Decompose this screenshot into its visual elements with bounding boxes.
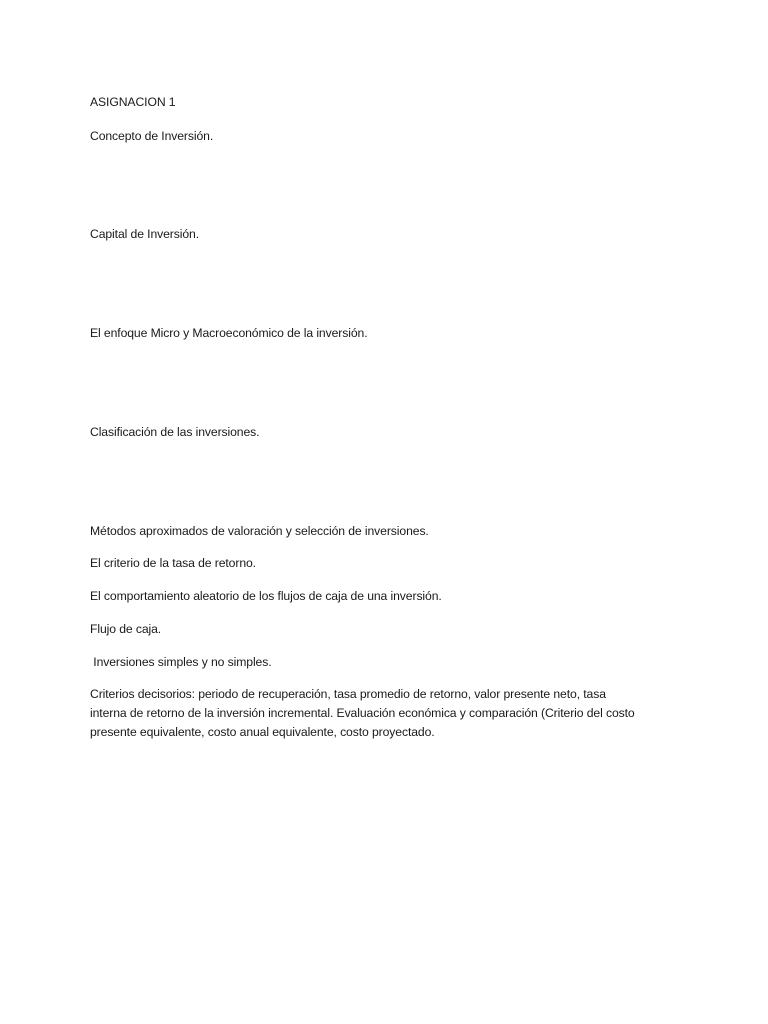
topic-item: Clasificación de las inversiones. <box>90 425 260 439</box>
criteria-paragraph <box>90 685 690 742</box>
topic-item: Capital de Inversión. <box>90 227 200 241</box>
topic-item: Métodos aproximados de valoración y selección de inversiones. <box>90 524 429 538</box>
paragraph-line: Criterios decisorios: periodo de recuperación, tasa promedio de retorno, valor presente neto, tasa <box>90 687 606 701</box>
document-heading: ASIGNACION 1 <box>90 95 176 109</box>
topic-item: Inversiones simples y no simples. <box>90 655 272 669</box>
topic-item: Concepto de Inversión. <box>90 129 214 143</box>
paragraph-line: interna de retorno de la inversión incremental. Evaluación económica y comparación (Criterio del costo <box>90 706 635 720</box>
topic-item: Flujo de caja. <box>90 622 162 636</box>
topic-item: El comportamiento aleatorio de los flujos de caja de una inversión. <box>90 589 442 603</box>
topic-item: El enfoque Micro y Macroeconómico de la inversión. <box>90 326 368 340</box>
paragraph-line: presente equivalente, costo anual equivalente, costo proyectado. <box>90 725 435 739</box>
topic-item: El criterio de la tasa de retorno. <box>90 556 256 570</box>
